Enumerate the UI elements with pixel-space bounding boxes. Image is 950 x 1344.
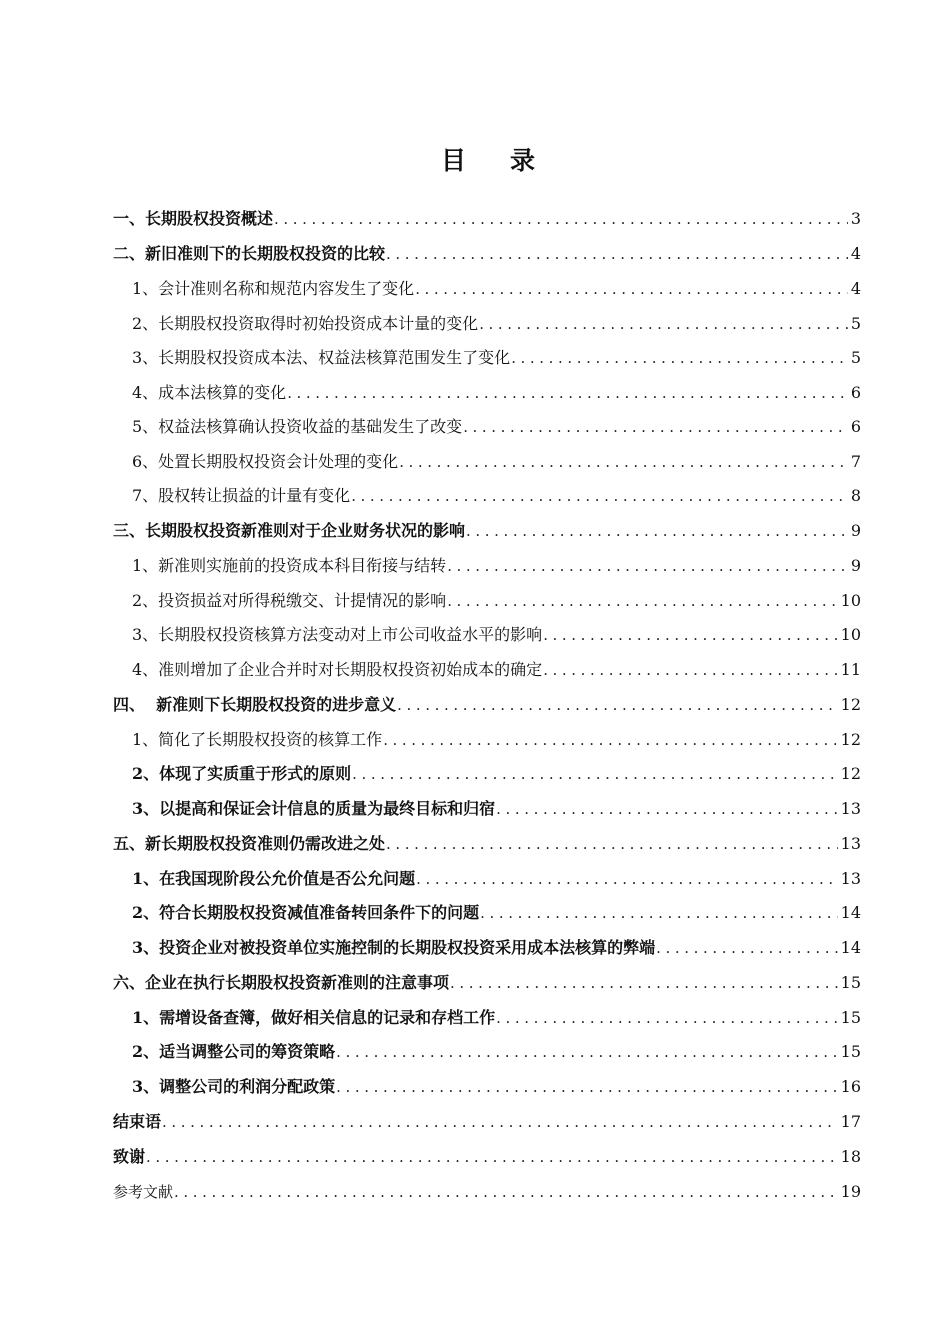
dot-leader — [397, 695, 837, 715]
title-char-2: 录 — [510, 146, 536, 175]
toc-page-number: 18 — [840, 1147, 861, 1167]
table-of-contents — [113, 201, 861, 1210]
toc-entry-section[interactable] — [113, 931, 861, 966]
toc-entry-chapter-4[interactable] — [113, 687, 861, 723]
toc-page-number: 17 — [840, 1111, 861, 1131]
toc-entry-section[interactable] — [113, 549, 861, 584]
toc-entry-references[interactable] — [113, 1175, 861, 1210]
toc-entry-label: 1、新准则实施前的投资成本科目衔接与结转 — [132, 556, 447, 576]
toc-entry-label: 1、在我国现阶段公允价值是否公允问题 — [132, 868, 416, 888]
dot-leader — [386, 834, 838, 854]
toc-entry-section[interactable] — [113, 341, 861, 376]
dot-leader — [496, 799, 838, 819]
toc-entry-label: 3、长期股权投资核算方法变动对上市公司收益水平的影响 — [132, 625, 543, 645]
toc-page-number: 15 — [840, 1042, 861, 1062]
dot-leader — [479, 314, 848, 334]
toc-page-number: 5 — [850, 313, 861, 333]
dot-leader — [656, 938, 838, 958]
dot-leader — [287, 383, 848, 403]
dot-leader — [162, 1112, 838, 1132]
toc-entry-label: 结束语 — [113, 1111, 162, 1131]
dot-leader — [415, 279, 848, 299]
dot-leader — [336, 1042, 838, 1062]
toc-page-number: 5 — [850, 348, 861, 368]
toc-entry-label: 3、投资企业对被投资单位实施控制的长期股权投资采用成本法核算的弊端 — [132, 937, 656, 957]
toc-page-number: 10 — [840, 590, 861, 610]
toc-entry-section[interactable] — [113, 896, 861, 931]
toc-entry-label: 3、长期股权投资成本法、权益法核算范围发生了变化 — [132, 348, 511, 368]
toc-entry-label: 2、适当调整公司的筹资策略 — [132, 1042, 336, 1062]
toc-entry-chapter-6[interactable] — [113, 965, 861, 1001]
dot-leader — [386, 244, 848, 264]
toc-entry-section[interactable] — [113, 307, 861, 342]
toc-entry-chapter-3[interactable] — [113, 514, 861, 550]
toc-page-number: 13 — [840, 798, 861, 818]
dot-leader — [450, 973, 838, 993]
toc-entry-label: 六、企业在执行长期股权投资新准则的注意事项 — [113, 972, 450, 992]
toc-entry-section[interactable] — [113, 410, 861, 445]
toc-entry-acknowledgements[interactable] — [113, 1140, 861, 1176]
toc-entry-section[interactable] — [113, 584, 861, 619]
toc-entry-label: 6、处置长期股权投资会计处理的变化 — [132, 451, 399, 471]
toc-page-number: 16 — [840, 1076, 861, 1096]
toc-entry-label: 五、新长期股权投资准则仍需改进之处 — [113, 833, 386, 853]
toc-page-number: 12 — [840, 729, 861, 749]
toc-entry-chapter-2[interactable] — [113, 237, 861, 273]
toc-page-number: 4 — [850, 244, 861, 264]
dot-leader — [383, 730, 837, 750]
toc-page-number: 8 — [850, 486, 861, 506]
toc-entry-label: 3、以提高和保证会计信息的质量为最终目标和归宿 — [132, 798, 496, 818]
toc-page-number: 3 — [850, 208, 861, 228]
toc-entry-section[interactable] — [113, 1035, 861, 1070]
toc-entry-label: 2、长期股权投资取得时初始投资成本计量的变化 — [132, 313, 479, 333]
dot-leader — [352, 764, 838, 784]
dot-leader — [511, 348, 848, 368]
toc-entry-section[interactable] — [113, 792, 861, 827]
toc-entry-section[interactable] — [113, 862, 861, 897]
dot-leader — [447, 556, 848, 576]
toc-page-number: 6 — [850, 417, 861, 437]
toc-entry-section[interactable] — [113, 376, 861, 411]
dot-leader — [146, 1147, 838, 1167]
toc-page-number: 14 — [840, 937, 861, 957]
toc-page-number: 7 — [850, 451, 861, 471]
toc-entry-label: 3、调整公司的利润分配政策 — [132, 1076, 336, 1096]
toc-entry-section[interactable] — [113, 757, 861, 792]
title-char-1: 目 — [440, 146, 466, 175]
toc-page-number: 19 — [840, 1182, 861, 1202]
dot-leader — [496, 1008, 838, 1028]
toc-page-number: 6 — [850, 382, 861, 402]
dot-leader — [274, 209, 848, 229]
toc-entry-label: 1、需增设备查簿，做好相关信息的记录和存档工作 — [132, 1007, 496, 1027]
toc-entry-label: 二、新旧准则下的长期股权投资的比较 — [113, 244, 386, 264]
toc-entry-chapter-1[interactable] — [113, 201, 861, 237]
toc-page-number: 12 — [840, 764, 861, 784]
toc-entry-section[interactable] — [113, 1001, 861, 1036]
dot-leader — [416, 869, 838, 889]
toc-entry-section[interactable] — [113, 479, 861, 514]
dot-leader — [351, 486, 848, 506]
toc-page-number: 14 — [840, 903, 861, 923]
toc-entry-chapter-5[interactable] — [113, 826, 861, 862]
toc-page-number: 13 — [840, 833, 861, 853]
toc-entry-label: 2、体现了实质重于形式的原则 — [132, 764, 352, 784]
dot-leader — [174, 1182, 838, 1202]
dot-leader — [336, 1077, 838, 1097]
toc-page-number: 4 — [850, 279, 861, 299]
toc-entry-section[interactable] — [113, 653, 861, 688]
toc-page-number: 10 — [840, 625, 861, 645]
toc-entry-label: 2、符合长期股权投资减值准备转回条件下的问题 — [132, 903, 480, 923]
toc-entry-label: 2、投资损益对所得税缴交、计提情况的影响 — [132, 590, 447, 610]
toc-entry-section[interactable] — [113, 723, 861, 758]
toc-entry-label: 四、 新准则下长期股权投资的进步意义 — [113, 694, 397, 714]
dot-leader — [543, 660, 837, 680]
toc-entry-label: 4、准则增加了企业合并时对长期股权投资初始成本的确定 — [132, 659, 543, 679]
dot-leader — [466, 521, 848, 541]
toc-entry-label: 1、简化了长期股权投资的核算工作 — [132, 729, 383, 749]
page-title — [0, 141, 950, 177]
toc-entry-label: 致谢 — [113, 1147, 146, 1167]
toc-entry-label: 三、长期股权投资新准则对于企业财务状况的影响 — [113, 521, 466, 541]
dot-leader — [543, 625, 837, 645]
toc-page-number: 15 — [840, 972, 861, 992]
toc-entry-label: 一、长期股权投资概述 — [113, 208, 274, 228]
toc-entry-section[interactable] — [113, 445, 861, 480]
toc-page-number: 13 — [840, 868, 861, 888]
toc-page-number: 9 — [850, 521, 861, 541]
toc-page-number: 9 — [850, 556, 861, 576]
toc-page-number: 15 — [840, 1007, 861, 1027]
dot-leader — [480, 903, 838, 923]
toc-entry-conclusion[interactable] — [113, 1104, 861, 1140]
toc-entry-label: 1、会计准则名称和规范内容发生了变化 — [132, 279, 415, 299]
toc-entry-label: 参考文献 — [113, 1183, 174, 1202]
toc-entry-label: 7、股权转让损益的计量有变化 — [132, 486, 351, 506]
toc-entry-label: 5、权益法核算确认投资收益的基础发生了改变 — [132, 417, 463, 437]
dot-leader — [463, 417, 848, 437]
dot-leader — [399, 452, 848, 472]
toc-page-number: 12 — [840, 694, 861, 714]
toc-entry-section[interactable] — [113, 1070, 861, 1105]
toc-entry-label: 4、成本法核算的变化 — [132, 382, 287, 402]
toc-entry-section[interactable] — [113, 272, 861, 307]
toc-entry-section[interactable] — [113, 618, 861, 653]
toc-page-number: 11 — [840, 659, 861, 679]
dot-leader — [447, 591, 837, 611]
